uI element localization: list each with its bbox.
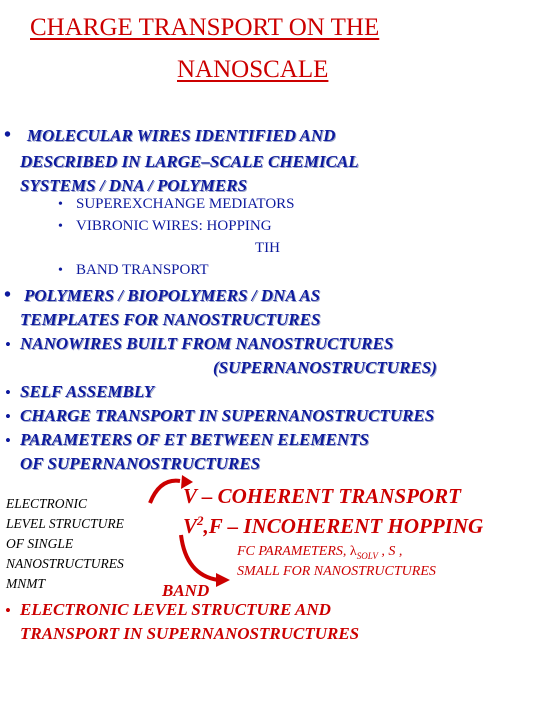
left-note-line-5: MNMT xyxy=(6,576,46,591)
fc-rest: , S , xyxy=(377,544,403,559)
subitem-superexchange: SUPEREXCHANGE MEDIATORS xyxy=(76,196,295,212)
subitem-tih: TIH xyxy=(255,240,280,256)
incoherent-superscript: 2 xyxy=(197,513,204,528)
curved-arrow-down-icon xyxy=(181,535,230,587)
bullet-6: • xyxy=(5,431,11,450)
final-line-2: TRANSPORT IN SUPERNANOSTRUCTURES xyxy=(20,624,360,643)
subitem-band-transport: BAND TRANSPORT xyxy=(76,262,209,278)
bullet-4: • xyxy=(5,383,11,402)
left-note-line-4: NANOSTRUCTURES xyxy=(6,556,124,571)
bullet-1: • xyxy=(4,124,12,146)
lambda-subscript: SOLV xyxy=(356,550,378,561)
band-label: BAND xyxy=(162,581,210,600)
incoherent-hopping-label xyxy=(183,513,483,539)
title-line-2: NANOSCALE xyxy=(177,56,329,83)
incoherent-v: V xyxy=(183,514,198,538)
bullet-3: • xyxy=(5,335,11,354)
section1-line-1: MOLECULAR WIRES IDENTIFIED AND xyxy=(27,126,336,145)
bullet-2: • xyxy=(4,284,12,306)
final-line-1: ELECTRONIC LEVEL STRUCTURE AND xyxy=(20,600,331,619)
sub-bullet-1: • xyxy=(58,197,63,212)
section1-line-3: SYSTEMS / DNA / POLYMERS xyxy=(20,176,248,195)
section2-item2-line1: NANOWIRES BUILT FROM NANOSTRUCTURES xyxy=(20,334,394,353)
section2-item1-line1: POLYMERS / BIOPOLYMERS / DNA AS xyxy=(24,286,321,305)
sub-bullet-2: • xyxy=(58,219,63,234)
incoherent-rest: ,F – INCOHERENT HOPPING xyxy=(203,514,484,538)
fc-prefix: FC PARAMETERS, xyxy=(237,544,350,559)
section2-item3: SELF ASSEMBLY xyxy=(20,382,155,401)
section2-item1-line2: TEMPLATES FOR NANOSTRUCTURES xyxy=(20,310,321,329)
section2-item4: CHARGE TRANSPORT IN SUPERNANOSTRUCTURES xyxy=(20,406,435,425)
coherent-transport-label: V – COHERENT TRANSPORT xyxy=(183,484,461,508)
left-note-line-2: LEVEL STRUCTURE xyxy=(6,516,124,531)
bullet-7: • xyxy=(5,601,11,620)
section1-line-2: DESCRIBED IN LARGE–SCALE CHEMICAL xyxy=(20,152,359,171)
sub-bullet-3: • xyxy=(58,263,63,278)
section2-item2-line2: (SUPERNANOSTRUCTURES) xyxy=(213,358,437,377)
section2-item5-line1: PARAMETERS OF ET BETWEEN ELEMENTS xyxy=(20,430,369,449)
fc-line-2: SMALL FOR NANOSTRUCTURES xyxy=(237,564,436,579)
left-note-line-1: ELECTRONIC xyxy=(6,496,88,511)
subitem-vibronic: VIBRONIC WIRES: HOPPING xyxy=(76,218,272,234)
lambda-symbol: λ xyxy=(349,544,357,559)
section2-item5-line2: OF SUPERNANOSTRUCTURES xyxy=(20,454,261,473)
fc-parameters-line xyxy=(237,544,402,561)
bullet-5: • xyxy=(5,407,11,426)
left-note-line-3: OF SINGLE xyxy=(6,536,74,551)
title-line-1: CHARGE TRANSPORT ON THE xyxy=(30,14,380,41)
